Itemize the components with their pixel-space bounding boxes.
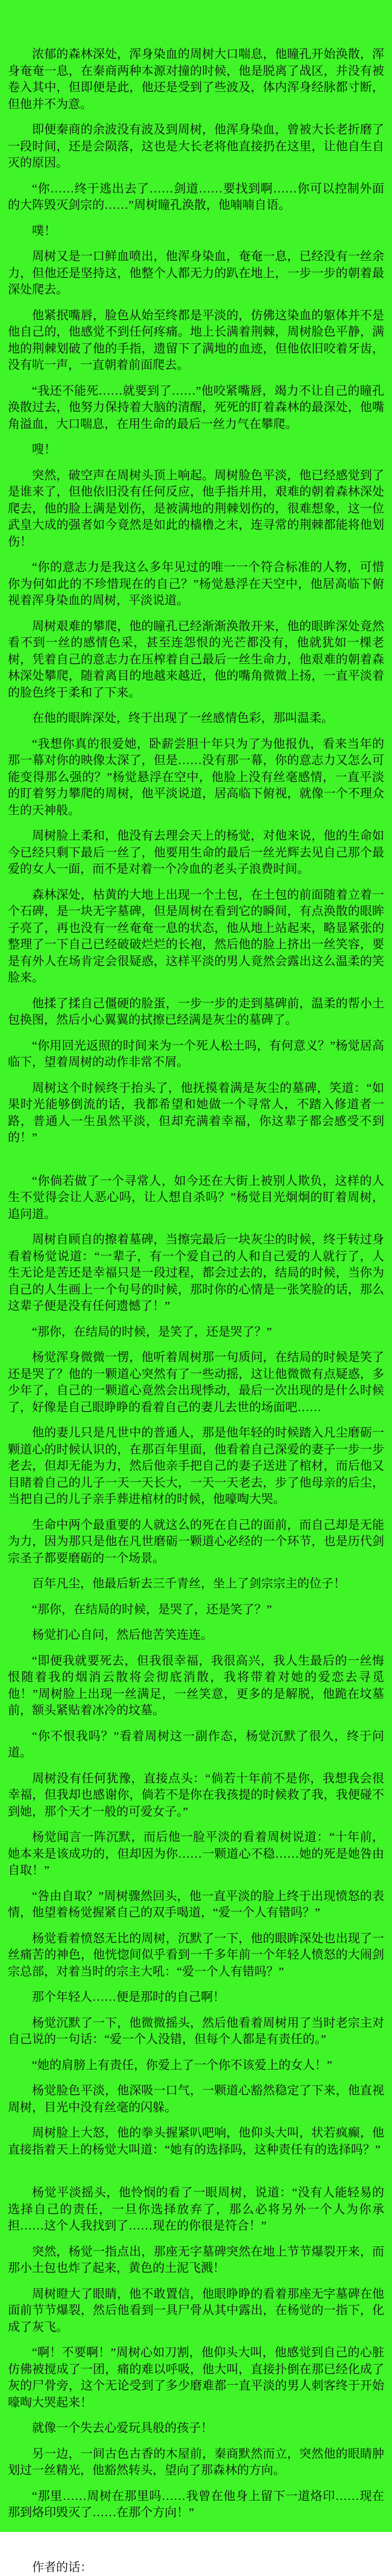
paragraph: 突然，杨觉一指点出，那座无字墓碑突然在地上节节爆裂开来，而那小土包也炸了起来，黄色的土泥飞溅！ — [8, 2244, 384, 2277]
paragraph: 杨觉看着愤怒无比的周树，沉默了一下，他的眼眸深处也出现了一丝痛苦的神色，他恍惚间似乎看到一千多年前一个年轻人愤怒的大闹剑宗总部，对着当时的宗主大吼：“爱一个人有错吗？” — [8, 1931, 384, 1981]
paragraph: “咎由自取？”周树骤然回头，他一直平淡的脸上终于出现愤怒的表情，他望着杨觉握紧自己的双手喝道，“爱一个人有错吗？” — [8, 1889, 384, 1922]
paragraph: 周树没有任何犹豫，直接点头：“倘若十年前不是你，我想我会很幸福，但我却也感谢你，倘若不是你在我孩提的时候救了我，我便碰不到她，那个天才一般的可爱女子。” — [8, 1771, 384, 1821]
paragraph: 那个年轻人……便是那时的自己啊！ — [8, 1989, 384, 2006]
paragraph: 就像一个失去心爱玩具般的孩子！ — [8, 2420, 384, 2437]
paragraph: 周树自顾自的擦着墓碑，当擦完最后一块灰尘的时候，终于转过身看着杨觉说道：“一辈子，有一个爱自己的人和自己爱的人就行了，人生无论是苦还是幸福只是一段过程，都会过去的，结局的时候，当你为自己的人生画上一个句号的时候，那时你的心情是一张笑脸的话，那么这辈子便是没有任何遗憾了！” — [8, 1232, 384, 1315]
paragraph: 周树又是一口鲜血喷出，他浑身染血，奄奄一息，已经没有一丝余力，但他还是坚持这，他整个人都无力的趴在地上，一步一步的朝着最深处爬去。 — [8, 249, 384, 299]
paragraph: 森林深处，枯黄的大地上出现一个土包，在土包的前面随着立着一个石碑，是一块无字墓碑，但是周树在看到它的瞬间，有点涣散的眼眸子亮了，再也没有一丝奄奄一息的状态，他从地上站起来，略显紧张的整理了一下自己已经破破烂烂的长袍，然后他的脸上挤出一丝笑容，要是有外人在场肯定会很疑惑，这样平淡的男人竟然会露出这么温柔的笑脸来。 — [8, 887, 384, 987]
paragraph: “那里……周树在那里吗……我曾在他身上留下一道烙印……现在那到烙印毁灭了……在那个方向！” — [8, 2488, 384, 2522]
paragraph: 周树脸上柔和，他没有去理会天上的杨觉，对他来说，他的生命如今已经只剩下最后一丝了，他要用生命的最后一丝光辉去见自己那个最爱的女人一面，而不是对着一个冷血的老头子浪费时间。 — [8, 828, 384, 878]
paragraph: “啊！不要啊！”周树心如刀割，他仰头大叫，他感觉到自己的心脏仿佛被搅成了一团，痛的难以呼吸，他大叫，直接扑倒在那已经化成了灰的尸骨旁，这个无论受到了多少磨难都一直平淡的男人刺客终于开始嚎啕大哭起来！ — [8, 2345, 384, 2411]
paragraph: 周树瞪大了眼睛，他不敢置信，他眼睁睁的看着那座无字墓碑在他面前节节爆裂，然后他看到一具尸骨从其中露出，在杨觉的一指下，化成了灰飞。 — [8, 2286, 384, 2336]
paragraph: 嗖！ — [8, 442, 384, 459]
author-note-heading: 作者的话： — [8, 2560, 384, 2576]
paragraph: 杨觉浑身微微一愣，他听着周树那一句质问，在结局的时候是笑了还是哭了？他的一颗道心突然有了一些动摇，这让他微微有点疑惑，多少年了，自己的一颗道心竟然会出现悸动，最后一次出现的是什么时候了，好像是自己眼睁睁的看着自己的妻儿去世的场面吧…… — [8, 1350, 384, 1416]
paragraph: 周树脸上大怒，他的拳头握紧叭吧响，他仰头大叫，状若疯癫，他直接指着天上的杨觉大叫道：“她有的选择吗，这种责任有的选择吗？” — [8, 2125, 384, 2158]
paragraph: 杨觉平淡摇头，他怜悯的看了一眼周树，说道：“没有人能轻易的选择自己的责任，一旦你选择放弃了，那么必将另外一个人为你承担……这个人我找到了……现在的你很是符合！” — [8, 2185, 384, 2235]
paragraph: 周树这个时候终于抬头了，他抚摸着满是灰尘的墓碑，笑道：“如果时光能够倒流的话，我都希望和她做一个寻常人，不踏入修道者一路，普通人一生虽然平淡，但却充满着幸福，你这辈子都会感受不到的！” — [8, 1080, 384, 1147]
paragraph: 他揉了揉自己僵硬的脸蛋，一步一步的走到墓碑前，温柔的帮小土包换图，然后小心翼翼的拭擦已经满是灰尘的墓碑了。 — [8, 996, 384, 1029]
paragraph: 周树艰难的攀爬，他的瞳孔已经渐渐涣散开来，他的眼眸深处竟然看不到一丝的感情色采，甚至连怨恨的光芒都没有，他就犹如一棵老树，凭着自己的意志力在压榨着自己最后一丝生命力，他艰难的朝着森林深处攀爬，随着离目的地越来越近，他的嘴角微微上扬，一直平淡着的脸色终于柔和了下来。 — [8, 619, 384, 702]
paragraph: “我还不能死……就要到了……”他咬紧嘴唇，竭力不让自己的瞳孔涣散过去，他努力保持着大脑的清醒，死死的盯着森林的最深处，他嘴角溢血，大口喘息，在用生命的最后一丝力气在攀爬。 — [8, 383, 384, 433]
paragraph: 杨觉沉默了一下，他微微摇头，然后他看着周树用了当时老宗主对自己说的一句话：“爱一个人没错，但每个人都是有责任的。” — [8, 2015, 384, 2048]
paragraph: “你……终于逃出去了……剑道……要找到啊……你可以控制外面的大阵毁灭剑宗的……”周树瞳孔涣散，他喃喃自语。 — [8, 181, 384, 214]
paragraph: “你倘若做了一个寻常人，如今还在大街上被别人欺负，这样的人生不觉得会让人恶心吗，让人想自杀吗？”杨觉目光炯炯的盯着周树，追问道。 — [8, 1173, 384, 1223]
paragraph: 浓郁的森林深处，浑身染血的周树大口喘息，他瞳孔开始涣散，浑身奄奄一息，在秦商两种本源对撞的时候，他是脱离了战区，并没有被卷入其中，但即便是此，他还是受到了些波及，体内浑身经脉都寸断，但他并不为意。 — [8, 46, 384, 113]
paragraph: “那你，在结局的时候，是哭了，还是笑了？” — [8, 1602, 384, 1619]
paragraph: 另一边，一间古色古香的木屋前，秦商默然而立，突然他的眼睛肿划过一丝精光，他豁然转头，望向了那森林的方向。 — [8, 2446, 384, 2479]
paragraph: “我想你真的很爱她，卧薪尝胆十年只为了为他报仇，看来当年的那一幕对你的映像太深了，但是……没有那一幕，你的意志力又怎么可能变得那么强的？”杨觉悬浮在空中，他脸上没有丝毫感情，一直平淡的盯着努力攀爬的周树，他平淡说道，居高临下俯视，就像一个不理众生的天神般。 — [8, 736, 384, 820]
paragraph: “你的意志力是我这么多年见过的唯一一个符合标准的人物，可惜你为何如此的不珍惜现在的自己？”杨觉悬浮在天空中，他居高临下俯视着浑身染血的周树，平淡说道。 — [8, 560, 384, 610]
paragraph: 即便秦商的余波没有波及到周树，他浑身染血，曾被大长老折磨了一段时间，还是会陨落，这也是大长老将他直接扔在这里，让他自生自灭的原因。 — [8, 122, 384, 172]
paragraph: “那你，在结局的时候，是笑了，还是哭了？” — [8, 1324, 384, 1341]
paragraph: 百年凡尘，他最后斩去三千青丝，坐上了剑宗宗主的位子！ — [8, 1576, 384, 1593]
paragraph: “即便我就要死去，但我很幸福，我很高兴，我人生最后的一丝悔恨随着我的烟消云散将会彻底消散，我将带着对她的爱恋去寻觅他！”周树脸上出现一丝满足，一丝笑意，更多的是解脱，他跪在坟墓前，额头紧贴着冰冷的坟墓。 — [8, 1653, 384, 1720]
paragraph: 杨觉扪心自问，然后他苦笑连连。 — [8, 1627, 384, 1644]
paragraph: 噗！ — [8, 223, 384, 240]
paragraph: 他紧抿嘴唇，脸色从始至终都是平淡的，仿佛这染血的躯体并不是他自己的，他感觉不到任何疼痛。地上长满着荆棘，周树脸色平静，满地的荆棘划破了他的手指，遗留下了满地的血迹，但他依旧咬着牙齿，没有吭一声，一直朝着前面爬去。 — [8, 308, 384, 374]
paragraph: 他的妻儿只是凡世中的普通人，那是他年轻的时候踏入凡尘磨砺一颗道心的时候认识的，在那百年里面，他看着自己深爱的妻子一步一步老去，但却无能为力，然后他亲手把自己的妻子送进了棺材，而后他又目睹着自己的儿子一天一天长大，一天一天老去，步了他母亲的后尘，当把自己的儿子亲手葬进棺材的时候，他嚎啕大哭。 — [8, 1425, 384, 1508]
paragraph: “她的肩膀上有责任，你爱上了一个你不该爱上的女人！” — [8, 2058, 384, 2074]
paragraph: “你用回光返照的时间来为一个死人松土吗，有何意义？”杨觉居高临下，望着周树的动作非常不屑。 — [8, 1038, 384, 1071]
paragraph: 突然，破空声在周树头顶上响起。周树脸色平淡，他已经感觉到了是谁来了，但他依旧没有任何反应，他手指并用，艰难的朝着森林深处爬去，他的脸上满是划伤，是被满地的荆棘划伤的，很难想象，这一位武皇大成的强者如今竟然是如此的樯橹之末，连寻常的荆棘都能将他划伤！ — [8, 468, 384, 551]
paragraph: 杨觉脸色平淡，他深吸一口气，一颗道心豁然稳定了下来，他直视周树，目光中没有丝毫的闪躲。 — [8, 2083, 384, 2116]
paragraph: 生命中两个最重要的人就这么的死在自己的面前，而自己却是无能为力，因为那只是他在凡世磨砺一颗道心必经的一个环节，也是历代剑宗圣子都要磨砺的一个场景。 — [8, 1517, 384, 1567]
paragraph: 在他的眼眸深处，终于出现了一丝感情色彩，那叫温柔。 — [8, 710, 384, 727]
paragraph: 杨觉闻言一阵沉默，而后他一脸平淡的看着周树说道：“十年前，她本来是该成功的，但却因为你……一颗道心不稳……她的死是她咎由自取！” — [8, 1829, 384, 1879]
paragraph: “你不恨我吗？”看着周树这一副作态，杨觉沉默了很久，终于问道。 — [8, 1729, 384, 1762]
